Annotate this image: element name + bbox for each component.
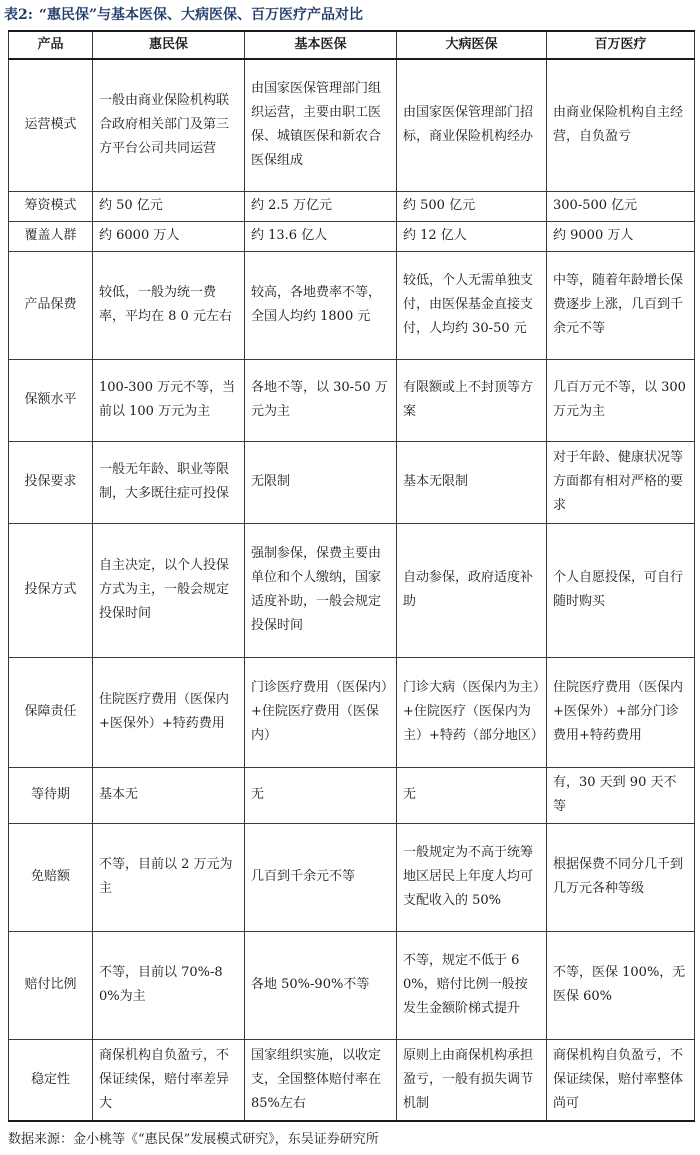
table-cell: 不等，规定不低于 60%，赔付比例一般按发生金额阶梯式提升 — [397, 931, 547, 1039]
table-row — [9, 931, 695, 1039]
table-cell: 约 50 亿元 — [93, 191, 245, 221]
row-header: 保障责任 — [9, 657, 93, 767]
data-source-note: 数据来源：金小桃等《“惠民保”发展模式研究》，东吴证券研究所 — [8, 1132, 379, 1147]
table-cell: 无 — [245, 767, 397, 823]
table-row — [9, 657, 695, 767]
table-cell: 各地不等，以 30-50 万元为主 — [245, 359, 397, 441]
table-row — [9, 251, 695, 359]
table-row — [9, 191, 695, 221]
table-caption — [4, 4, 363, 24]
header-million-medical: 百万医疗 — [547, 31, 695, 59]
table-cell: 不等，目前以 2 万元为主 — [93, 823, 245, 931]
table-cell: 几百万元不等，以 300 万元为主 — [547, 359, 695, 441]
comparison-table — [8, 30, 695, 1122]
table-row — [9, 359, 695, 441]
table-cell: 由商业保险机构自主经营，自负盈亏 — [547, 59, 695, 191]
table-row — [9, 767, 695, 823]
table-cell: 一般无年龄、职业等限制，大多既往症可投保 — [93, 441, 245, 523]
table-cell: 根据保费不同分几千到几万元各种等级 — [547, 823, 695, 931]
table-cell: 约 13.6 亿人 — [245, 221, 397, 251]
row-header: 投保要求 — [9, 441, 93, 523]
table-row — [9, 1039, 695, 1121]
table-cell: 不等，医保 100%，无医保 60% — [547, 931, 695, 1039]
table-cell: 无 — [397, 767, 547, 823]
row-header: 投保方式 — [9, 523, 93, 657]
table-cell: 有，30 天到 90 天不等 — [547, 767, 695, 823]
table-cell: 由国家医保管理部门组织运营，主要由职工医保、城镇医保和新农合医保组成 — [245, 59, 397, 191]
table-cell: 国家组织实施，以收定支，全国整体赔付率在 85%左右 — [245, 1039, 397, 1121]
table-number: 表2: — [4, 7, 33, 23]
table-cell: 原则上由商保机构承担盈亏，一般有损失调节机制 — [397, 1039, 547, 1121]
row-header: 等待期 — [9, 767, 93, 823]
table-cell: 各地 50%-90%不等 — [245, 931, 397, 1039]
table-cell: 对于年龄、健康状况等方面都有相对严格的要求 — [547, 441, 695, 523]
row-header: 覆盖人群 — [9, 221, 93, 251]
table-cell: 无限制 — [245, 441, 397, 523]
row-header: 运营模式 — [9, 59, 93, 191]
table-cell: 约 2.5 万亿元 — [245, 191, 397, 221]
header-critical-illness-insurance: 大病医保 — [397, 31, 547, 59]
table-row — [9, 823, 695, 931]
table-row — [9, 221, 695, 251]
table-cell: 门诊大病（医保内为主）+住院医疗（医保内为主）+特药（部分地区） — [397, 657, 547, 767]
table-row — [9, 441, 695, 523]
table-cell: 较高，各地费率不等，全国人均约 1800 元 — [245, 251, 397, 359]
table-cell: 约 12 亿人 — [397, 221, 547, 251]
table-row — [9, 523, 695, 657]
header-row — [9, 31, 695, 59]
table-cell: 商保机构自负盈亏，不保证续保，赔付率差异大 — [93, 1039, 245, 1121]
table-cell: 门诊医疗费用（医保内）+住院医疗费用（医保内） — [245, 657, 397, 767]
table-cell: 几百到千余元不等 — [245, 823, 397, 931]
table-cell: 有限额或上不封顶等方案 — [397, 359, 547, 441]
row-header: 筹资模式 — [9, 191, 93, 221]
table-cell: 300-500 亿元 — [547, 191, 695, 221]
table-cell: 较低，个人无需单独支付，由医保基金直接支付，人均约 30-50 元 — [397, 251, 547, 359]
table-cell: 基本无限制 — [397, 441, 547, 523]
table-cell: 不等，目前以 70%-80%为主 — [93, 931, 245, 1039]
table-cell: 100-300 万元不等，当前以 100 万元为主 — [93, 359, 245, 441]
table-title: “惠民保”与基本医保、大病医保、百万医疗产品对比 — [38, 7, 364, 23]
table-row — [9, 59, 695, 191]
table-cell: 强制参保，保费主要由单位和个人缴纳，国家适度补助，一般会规定投保时间 — [245, 523, 397, 657]
table-cell: 中等，随着年龄增长保费逐步上涨，几百到千余元不等 — [547, 251, 695, 359]
table-cell: 一般由商业保险机构联合政府相关部门及第三方平台公司共同运营 — [93, 59, 245, 191]
table-cell: 自主决定，以个人投保方式为主，一般会规定投保时间 — [93, 523, 245, 657]
table-cell: 基本无 — [93, 767, 245, 823]
table-cell: 自动参保，政府适度补助 — [397, 523, 547, 657]
table-cell: 住院医疗费用（医保内+医保外）+部分门诊费用+特药费用 — [547, 657, 695, 767]
table-cell: 由国家医保管理部门招标，商业保险机构经办 — [397, 59, 547, 191]
table-cell: 较低，一般为统一费率，平均在 8 0 元左右 — [93, 251, 245, 359]
table-cell: 商保机构自负盈亏，不保证续保，赔付率整体尚可 — [547, 1039, 695, 1121]
table-cell: 个人自愿投保，可自行随时购买 — [547, 523, 695, 657]
table-cell: 住院医疗费用（医保内+医保外）+特药费用 — [93, 657, 245, 767]
table-cell: 约 9000 万人 — [547, 221, 695, 251]
row-header: 免赔额 — [9, 823, 93, 931]
header-huiminbao: 惠民保 — [93, 31, 245, 59]
header-basic-insurance: 基本医保 — [245, 31, 397, 59]
row-header: 稳定性 — [9, 1039, 93, 1121]
table-cell: 约 500 亿元 — [397, 191, 547, 221]
table-cell: 一般规定为不高于统筹地区居民上年度人均可支配收入的 50% — [397, 823, 547, 931]
table-cell: 约 6000 万人 — [93, 221, 245, 251]
row-header: 产品保费 — [9, 251, 93, 359]
row-header: 赔付比例 — [9, 931, 93, 1039]
row-header: 保额水平 — [9, 359, 93, 441]
header-product: 产品 — [9, 31, 93, 59]
